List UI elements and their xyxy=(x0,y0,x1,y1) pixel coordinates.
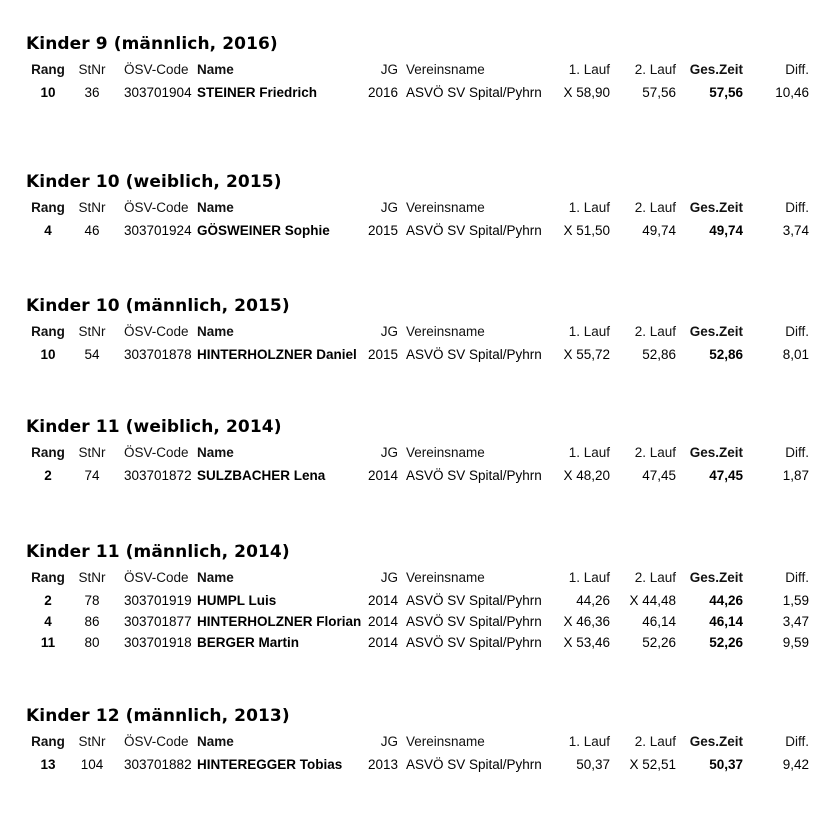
header-oesv-code: ÖSV-Code xyxy=(124,570,189,585)
cell-start-number: 74 xyxy=(84,468,100,483)
table-header xyxy=(0,199,834,217)
header-rank: Rang xyxy=(31,200,65,215)
header-rank: Rang xyxy=(31,445,65,460)
cell-run2-time: 52,26 xyxy=(642,635,676,650)
cell-time-diff: 10,46 xyxy=(775,85,809,100)
header-club-name: Vereinsname xyxy=(406,734,485,749)
header-time-diff: Diff. xyxy=(785,734,809,749)
table-row xyxy=(0,756,834,774)
table-row xyxy=(0,467,834,485)
header-run2-time: 2. Lauf xyxy=(634,200,676,215)
cell-birth-year: 2013 xyxy=(367,757,398,772)
table-row xyxy=(0,613,834,631)
header-rank: Rang xyxy=(31,570,65,585)
header-total-time: Ges.Zeit xyxy=(689,200,743,215)
category-title: Kinder 10 (männlich, 2015) xyxy=(26,296,290,316)
cell-run2-time: X 44,48 xyxy=(629,593,676,608)
cell-run1-time: X 51,50 xyxy=(563,223,610,238)
header-total-time: Ges.Zeit xyxy=(689,324,743,339)
header-rank: Rang xyxy=(31,324,65,339)
header-start-number: StNr xyxy=(78,734,106,749)
header-birth-year: JG xyxy=(380,445,398,460)
header-athlete-name: Name xyxy=(197,62,234,77)
cell-start-number: 86 xyxy=(84,614,100,629)
cell-rank: 4 xyxy=(44,223,52,238)
cell-time-diff: 1,87 xyxy=(782,468,809,483)
header-birth-year: JG xyxy=(380,62,398,77)
header-run1-time: 1. Lauf xyxy=(568,200,610,215)
cell-rank: 11 xyxy=(40,635,56,650)
header-run1-time: 1. Lauf xyxy=(568,324,610,339)
table-row xyxy=(0,634,834,652)
cell-rank: 2 xyxy=(44,593,52,608)
table-row xyxy=(0,84,834,102)
header-run2-time: 2. Lauf xyxy=(634,62,676,77)
cell-start-number: 80 xyxy=(84,635,100,650)
header-oesv-code: ÖSV-Code xyxy=(124,734,189,749)
cell-total-time: 52,86 xyxy=(709,347,743,362)
cell-oesv-code: 303701878 xyxy=(124,347,192,362)
header-run2-time: 2. Lauf xyxy=(634,324,676,339)
header-oesv-code: ÖSV-Code xyxy=(124,62,189,77)
table-header xyxy=(0,61,834,79)
header-run2-time: 2. Lauf xyxy=(634,570,676,585)
header-start-number: StNr xyxy=(78,200,106,215)
cell-athlete-name: HINTERHOLZNER Daniel xyxy=(197,347,357,362)
cell-club-name: ASVÖ SV Spital/Pyhrn xyxy=(406,757,542,772)
cell-birth-year: 2014 xyxy=(367,468,398,483)
cell-athlete-name: HINTEREGGER Tobias xyxy=(197,757,343,772)
cell-start-number: 78 xyxy=(84,593,100,608)
table-row xyxy=(0,346,834,364)
cell-club-name: ASVÖ SV Spital/Pyhrn xyxy=(406,614,542,629)
cell-run1-time: X 53,46 xyxy=(563,635,610,650)
cell-total-time: 52,26 xyxy=(709,635,743,650)
cell-total-time: 50,37 xyxy=(709,757,743,772)
header-start-number: StNr xyxy=(78,324,106,339)
cell-time-diff: 8,01 xyxy=(782,347,809,362)
header-start-number: StNr xyxy=(78,62,106,77)
header-birth-year: JG xyxy=(380,570,398,585)
cell-start-number: 54 xyxy=(84,347,100,362)
cell-club-name: ASVÖ SV Spital/Pyhrn xyxy=(406,85,542,100)
cell-birth-year: 2014 xyxy=(367,614,398,629)
header-run1-time: 1. Lauf xyxy=(568,734,610,749)
header-rank: Rang xyxy=(31,734,65,749)
table-row xyxy=(0,592,834,610)
cell-birth-year: 2014 xyxy=(367,593,398,608)
header-start-number: StNr xyxy=(78,570,106,585)
header-run1-time: 1. Lauf xyxy=(568,570,610,585)
cell-club-name: ASVÖ SV Spital/Pyhrn xyxy=(406,593,542,608)
header-birth-year: JG xyxy=(380,734,398,749)
header-run2-time: 2. Lauf xyxy=(634,734,676,749)
table-header xyxy=(0,323,834,341)
cell-athlete-name: HUMPL Luis xyxy=(197,593,277,608)
cell-run1-time: 44,26 xyxy=(576,593,610,608)
cell-rank: 13 xyxy=(40,757,56,772)
header-club-name: Vereinsname xyxy=(406,445,485,460)
header-athlete-name: Name xyxy=(197,200,234,215)
table-header xyxy=(0,569,834,587)
header-athlete-name: Name xyxy=(197,734,234,749)
header-time-diff: Diff. xyxy=(785,200,809,215)
cell-total-time: 46,14 xyxy=(709,614,743,629)
cell-start-number: 46 xyxy=(84,223,100,238)
cell-time-diff: 9,59 xyxy=(782,635,809,650)
cell-birth-year: 2015 xyxy=(367,347,398,362)
header-total-time: Ges.Zeit xyxy=(689,445,743,460)
cell-club-name: ASVÖ SV Spital/Pyhrn xyxy=(406,635,542,650)
header-birth-year: JG xyxy=(380,200,398,215)
cell-run1-time: 50,37 xyxy=(576,757,610,772)
cell-rank: 10 xyxy=(40,347,56,362)
cell-oesv-code: 303701872 xyxy=(124,468,192,483)
cell-run1-time: X 46,36 xyxy=(563,614,610,629)
table-header xyxy=(0,733,834,751)
header-athlete-name: Name xyxy=(197,324,234,339)
cell-athlete-name: SULZBACHER Lena xyxy=(197,468,326,483)
category-title: Kinder 11 (weiblich, 2014) xyxy=(26,417,282,437)
cell-run2-time: 52,86 xyxy=(642,347,676,362)
cell-run2-time: X 52,51 xyxy=(629,757,676,772)
header-club-name: Vereinsname xyxy=(406,570,485,585)
cell-athlete-name: GÖSWEINER Sophie xyxy=(197,223,330,238)
header-total-time: Ges.Zeit xyxy=(689,62,743,77)
header-time-diff: Diff. xyxy=(785,445,809,460)
cell-total-time: 49,74 xyxy=(709,223,743,238)
cell-oesv-code: 303701904 xyxy=(124,85,192,100)
header-time-diff: Diff. xyxy=(785,570,809,585)
cell-athlete-name: HINTERHOLZNER Florian xyxy=(197,614,362,629)
header-time-diff: Diff. xyxy=(785,324,809,339)
header-club-name: Vereinsname xyxy=(406,62,485,77)
cell-birth-year: 2016 xyxy=(367,85,398,100)
cell-rank: 2 xyxy=(44,468,52,483)
cell-club-name: ASVÖ SV Spital/Pyhrn xyxy=(406,223,542,238)
cell-oesv-code: 303701924 xyxy=(124,223,192,238)
cell-time-diff: 3,47 xyxy=(782,614,809,629)
cell-run2-time: 46,14 xyxy=(642,614,676,629)
cell-athlete-name: STEINER Friedrich xyxy=(197,85,318,100)
cell-run2-time: 49,74 xyxy=(642,223,676,238)
header-run2-time: 2. Lauf xyxy=(634,445,676,460)
header-athlete-name: Name xyxy=(197,570,234,585)
cell-oesv-code: 303701919 xyxy=(124,593,192,608)
cell-rank: 10 xyxy=(40,85,56,100)
cell-run1-time: X 48,20 xyxy=(563,468,610,483)
cell-run1-time: X 55,72 xyxy=(563,347,610,362)
cell-run2-time: 57,56 xyxy=(642,85,676,100)
cell-run2-time: 47,45 xyxy=(642,468,676,483)
cell-total-time: 44,26 xyxy=(709,593,743,608)
category-title: Kinder 11 (männlich, 2014) xyxy=(26,542,290,562)
cell-rank: 4 xyxy=(44,614,52,629)
cell-birth-year: 2014 xyxy=(367,635,398,650)
cell-oesv-code: 303701877 xyxy=(124,614,192,629)
table-row xyxy=(0,222,834,240)
category-title: Kinder 9 (männlich, 2016) xyxy=(26,34,278,54)
header-run1-time: 1. Lauf xyxy=(568,62,610,77)
header-total-time: Ges.Zeit xyxy=(689,570,743,585)
cell-total-time: 47,45 xyxy=(709,468,743,483)
cell-oesv-code: 303701918 xyxy=(124,635,192,650)
cell-time-diff: 1,59 xyxy=(782,593,809,608)
cell-total-time: 57,56 xyxy=(709,85,743,100)
header-start-number: StNr xyxy=(78,445,106,460)
header-club-name: Vereinsname xyxy=(406,324,485,339)
cell-club-name: ASVÖ SV Spital/Pyhrn xyxy=(406,347,542,362)
header-club-name: Vereinsname xyxy=(406,200,485,215)
cell-oesv-code: 303701882 xyxy=(124,757,192,772)
category-title: Kinder 10 (weiblich, 2015) xyxy=(26,172,282,192)
cell-start-number: 36 xyxy=(84,85,100,100)
category-title: Kinder 12 (männlich, 2013) xyxy=(26,706,290,726)
table-header xyxy=(0,444,834,462)
header-birth-year: JG xyxy=(380,324,398,339)
cell-start-number: 104 xyxy=(80,757,104,772)
header-athlete-name: Name xyxy=(197,445,234,460)
cell-run1-time: X 58,90 xyxy=(563,85,610,100)
header-oesv-code: ÖSV-Code xyxy=(124,200,189,215)
header-oesv-code: ÖSV-Code xyxy=(124,445,189,460)
cell-time-diff: 3,74 xyxy=(782,223,809,238)
header-rank: Rang xyxy=(31,62,65,77)
cell-birth-year: 2015 xyxy=(367,223,398,238)
header-oesv-code: ÖSV-Code xyxy=(124,324,189,339)
header-run1-time: 1. Lauf xyxy=(568,445,610,460)
header-time-diff: Diff. xyxy=(785,62,809,77)
cell-time-diff: 9,42 xyxy=(782,757,809,772)
cell-club-name: ASVÖ SV Spital/Pyhrn xyxy=(406,468,542,483)
header-total-time: Ges.Zeit xyxy=(689,734,743,749)
cell-athlete-name: BERGER Martin xyxy=(197,635,300,650)
